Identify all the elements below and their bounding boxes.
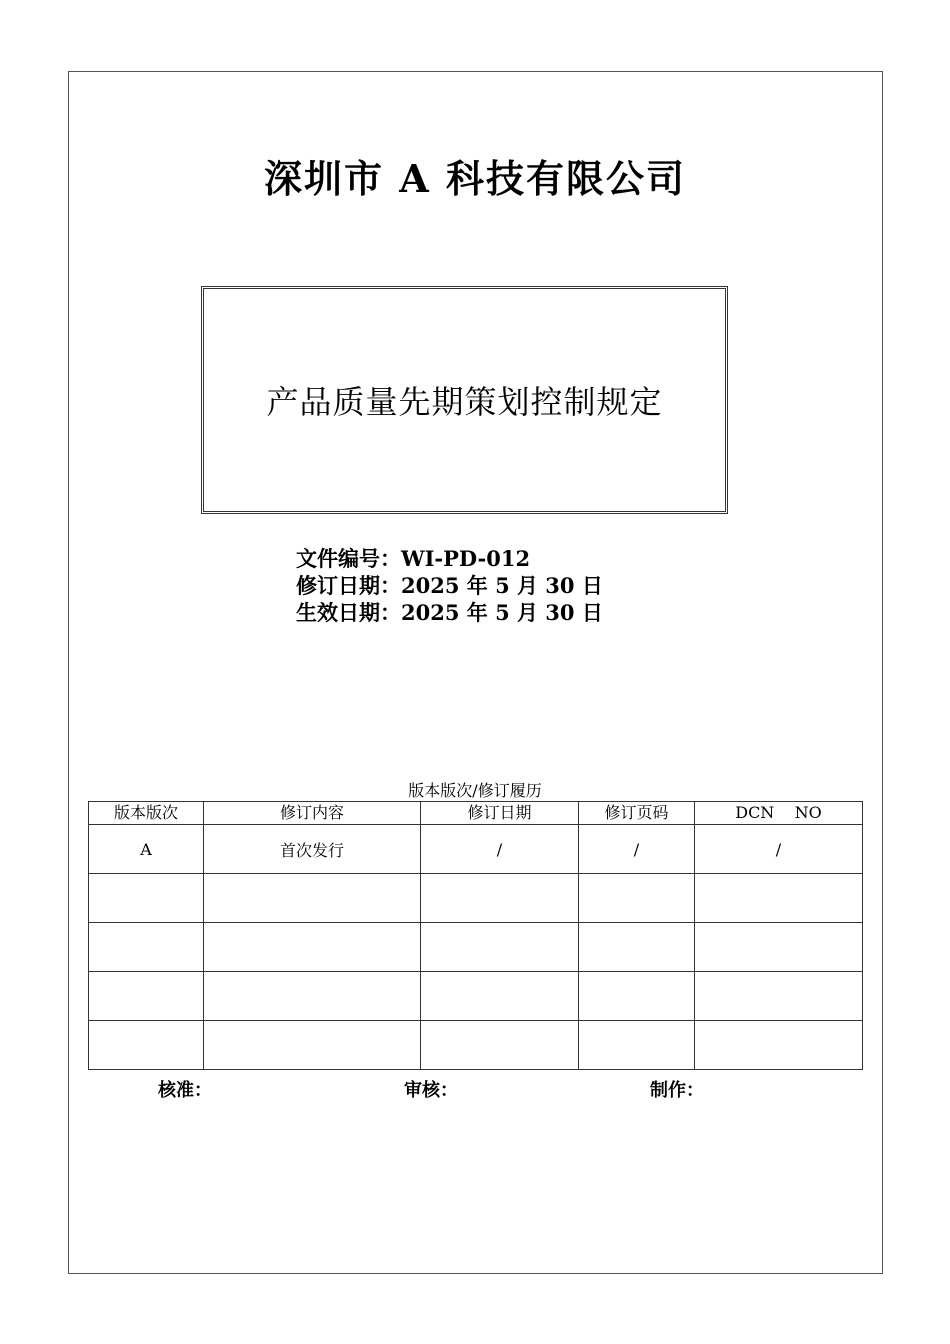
title-box xyxy=(201,286,728,514)
effective-date-value: 2025 年 5 月 30 日 xyxy=(401,600,603,625)
column-header-content: 修订内容 xyxy=(204,802,421,825)
column-header-page: 修订页码 xyxy=(579,802,695,825)
table-cell xyxy=(204,923,421,972)
effective-date-label: 生效日期： xyxy=(296,600,401,625)
table-cell xyxy=(204,1021,421,1070)
company-name: 深圳市 A 科技有限公司 xyxy=(264,156,686,201)
column-header-date: 修订日期 xyxy=(421,802,579,825)
table-row xyxy=(89,874,863,923)
table-cell xyxy=(204,874,421,923)
table-cell xyxy=(89,923,204,972)
table-cell xyxy=(421,1021,579,1070)
table-cell xyxy=(579,874,695,923)
revision-date-label: 修订日期： xyxy=(296,573,401,598)
review-label: 审核： xyxy=(404,1080,458,1101)
table-cell: / xyxy=(421,825,579,874)
table-cell xyxy=(421,874,579,923)
table-cell xyxy=(421,972,579,1021)
table-cell xyxy=(695,923,863,972)
revision-history-table xyxy=(88,801,863,1070)
document-meta xyxy=(296,545,603,626)
column-header-dcn: DCN NO xyxy=(695,802,863,825)
effective-date-row xyxy=(296,599,603,626)
table-row xyxy=(89,923,863,972)
table-cell: A xyxy=(89,825,204,874)
table-cell xyxy=(421,923,579,972)
revision-date-row xyxy=(296,572,603,599)
table-cell: 首次发行 xyxy=(204,825,421,874)
doc-number-label: 文件编号： xyxy=(296,546,401,571)
table-cell xyxy=(579,923,695,972)
table-cell xyxy=(204,972,421,1021)
doc-number-row xyxy=(296,545,603,572)
table-row xyxy=(89,972,863,1021)
table-cell: / xyxy=(695,825,863,874)
table-cell xyxy=(89,972,204,1021)
table-cell xyxy=(579,972,695,1021)
history-caption: 版本版次/修订履历 xyxy=(408,781,542,800)
table-cell xyxy=(89,874,204,923)
table-cell xyxy=(695,1021,863,1070)
table-cell xyxy=(579,1021,695,1070)
table-header-row xyxy=(89,802,863,825)
doc-number-value: WI-PD-012 xyxy=(401,546,531,571)
table-cell: / xyxy=(579,825,695,874)
table-cell xyxy=(89,1021,204,1070)
prepare-label: 制作： xyxy=(650,1080,704,1101)
document-title: 产品质量先期策划控制规定 xyxy=(266,383,663,421)
table-row xyxy=(89,1021,863,1070)
table-row xyxy=(89,825,863,874)
table-cell xyxy=(695,972,863,1021)
table-cell xyxy=(695,874,863,923)
revision-date-value: 2025 年 5 月 30 日 xyxy=(401,573,603,598)
column-header-version: 版本版次 xyxy=(89,802,204,825)
approve-label: 核准： xyxy=(158,1080,212,1101)
